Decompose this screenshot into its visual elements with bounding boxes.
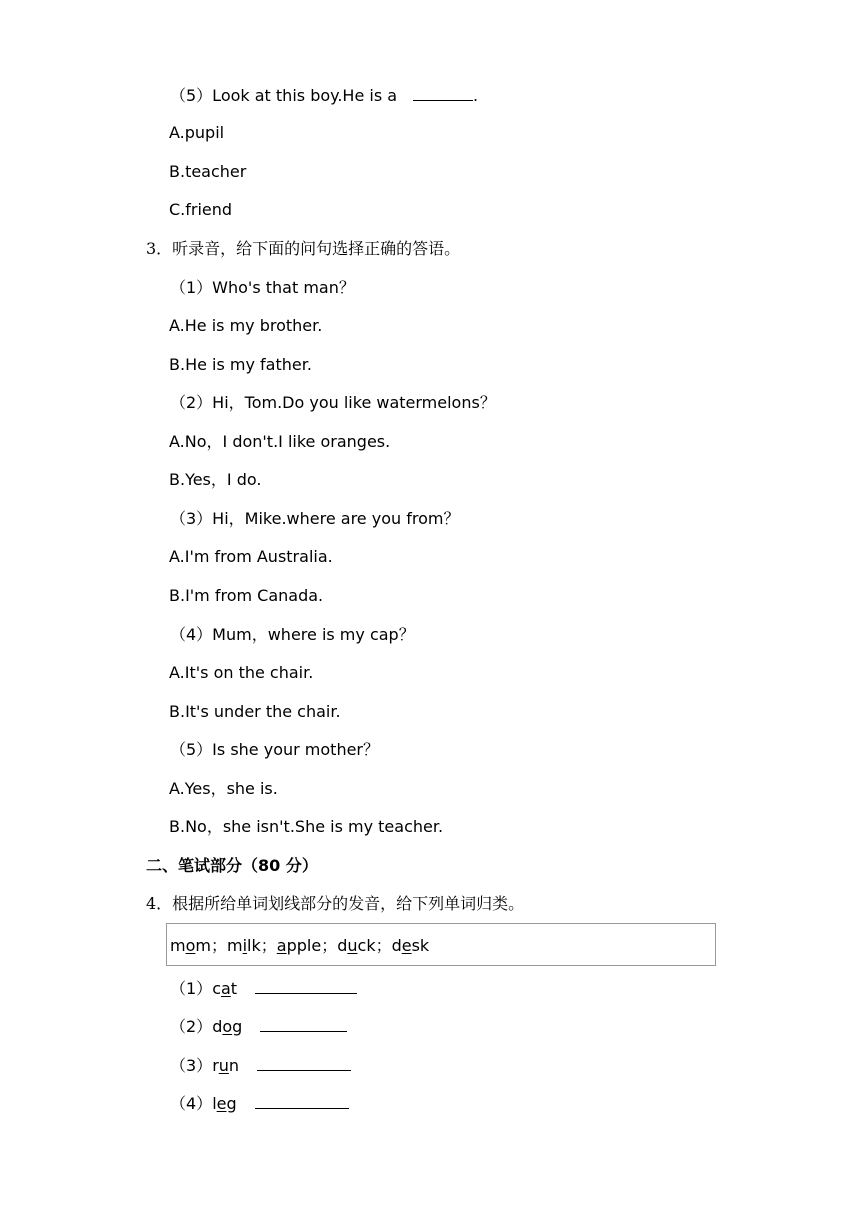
question-stem: （3）Hi，Mike.where are you from？	[170, 509, 460, 528]
word: mom	[170, 936, 211, 955]
classify-item: （2）dog	[170, 1015, 347, 1038]
option: B.It's under the chair.	[169, 702, 341, 721]
question-stem: （2）Hi，Tom.Do you like watermelons？	[170, 393, 496, 412]
answer-blank	[260, 1015, 347, 1032]
option: B.Yes，I do.	[169, 470, 262, 489]
option: A.I'm from Australia.	[169, 547, 333, 566]
option: B.No，she isn't.She is my teacher.	[169, 817, 444, 836]
question-stem: （4）Mum，where is my cap？	[170, 625, 415, 644]
question-stem: （1）Who's that man？	[170, 278, 355, 297]
question-stem: （5）Is she your mother？	[170, 740, 380, 759]
question-heading: 3．听录音，给下面的问句选择正确的答语。	[146, 239, 461, 258]
option: A.He is my brother.	[169, 316, 323, 335]
option: B.He is my father.	[169, 355, 312, 374]
classify-item: （4）leg	[170, 1092, 349, 1115]
classify-item: （3）run	[170, 1054, 351, 1077]
word: milk	[227, 936, 261, 955]
option: A.pupil	[169, 123, 225, 142]
answer-blank	[255, 1092, 349, 1109]
section-heading: 二、笔试部分（80 分）	[146, 856, 318, 875]
classify-item: （1）cat	[170, 977, 357, 1000]
question-stem: （5）Look at this boy.He is a .	[170, 86, 479, 105]
word-bank-box	[166, 923, 716, 966]
word: duck	[337, 936, 376, 955]
word: apple	[276, 936, 322, 955]
option: B.teacher	[169, 162, 247, 181]
word: desk	[391, 936, 430, 955]
option: A.No，I don't.I like oranges.	[169, 432, 391, 451]
option: A.It's on the chair.	[169, 663, 314, 682]
question-heading: 4．根据所给单词划线部分的发音，给下列单词归类。	[146, 894, 525, 913]
answer-blank	[255, 977, 357, 994]
option: B.I'm from Canada.	[169, 586, 324, 605]
option: C.friend	[169, 200, 233, 219]
answer-blank	[413, 84, 473, 101]
word-bank: mom；milk；apple；duck；desk	[170, 936, 430, 955]
answer-blank	[257, 1054, 351, 1071]
option: A.Yes，she is.	[169, 779, 278, 798]
